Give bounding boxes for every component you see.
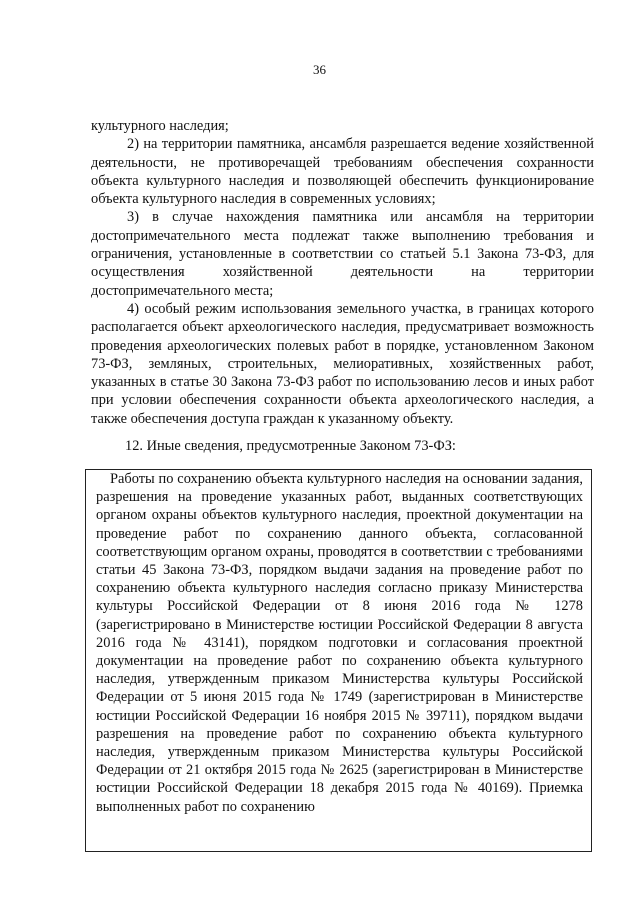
bordered-text-box (85, 469, 592, 852)
paragraph-item-4: 4) особый режим использования земельного участка, в границах которого располагается объект археологического наследия, предусматривает возможность проведения археологических полевых работ в порядке, установленном Законом 73-ФЗ, земляных, строительных, мелиоративных, хозяйственных работ, указанных в статье 30 Закона 73-ФЗ работ по использованию лесов и иных работ при условии обеспечения сохранности объекта археологического наследия, а также обеспечения доступа граждан к указанному объекту. (91, 300, 594, 427)
box-paragraph: Работы по сохранению объекта культурного наследия на основании задания, разрешения на проведение указанных работ, выданных соответствующих органом охраны объектов культурного наследия, проектной документации на проведение работ по сохранению данного объекта, согласованной соответствующим органом охраны, проводятся в соответствии с требованиями статьи 45 Закона 73-ФЗ, порядком выдачи задания на проведение работ по сохранению объекта культурного наследия согласно приказу Министерства культуры Российской Федерации от 8 июня 2016 года № 1278 (зарегистрировано в Министерстве юстиции Российской Федерации 8 августа 2016 года № 43141), порядком подготовки и согласования проектной документации на проведение работ по сохранению объекта культурного наследия, утвержденным приказом Министерства культуры Российской Федерации от 5 июня 2015 года № 1749 (зарегистрирован в Министерстве юстиции Российской Федерации 16 ноября 2015 № 39711), порядком выдачи разрешения на проведение работ по сохранению объекта культурного наследия, утвержденным приказом Министерства культуры Российской Федерации от 21 октября 2015 года № 2625 (зарегистрирован в Министерстве юстиции Российской Федерации 18 декабря 2015 года № 40169). Приемка выполненных работ по сохранению (96, 471, 583, 815)
paragraph-item-3: 3) в случае нахождения памятника или ансамбля на территории достопримечательного места подлежат также выполнению требования и ограничения, установленные в соответствии со статьей 5.1 Закона 73-ФЗ, для осуществления хозяйственной деятельности на территории достопримечательного места; (91, 209, 594, 299)
paragraph-item-2: 2) на территории памятника, ансамбля разрешается ведение хозяйственной деятельности, не противоречащей требованиям обеспечения сохранности объекта культурного наследия и позволяющей обеспечить функционирование объекта культурного наследия в современных условиях; (91, 136, 594, 208)
body-text (91, 117, 594, 428)
paragraph-continuation: культурного наследия; (91, 118, 229, 134)
section-heading: 12. Иные сведения, предусмотренные Законом 73-ФЗ: (125, 438, 456, 454)
page-number: 36 (313, 62, 326, 77)
